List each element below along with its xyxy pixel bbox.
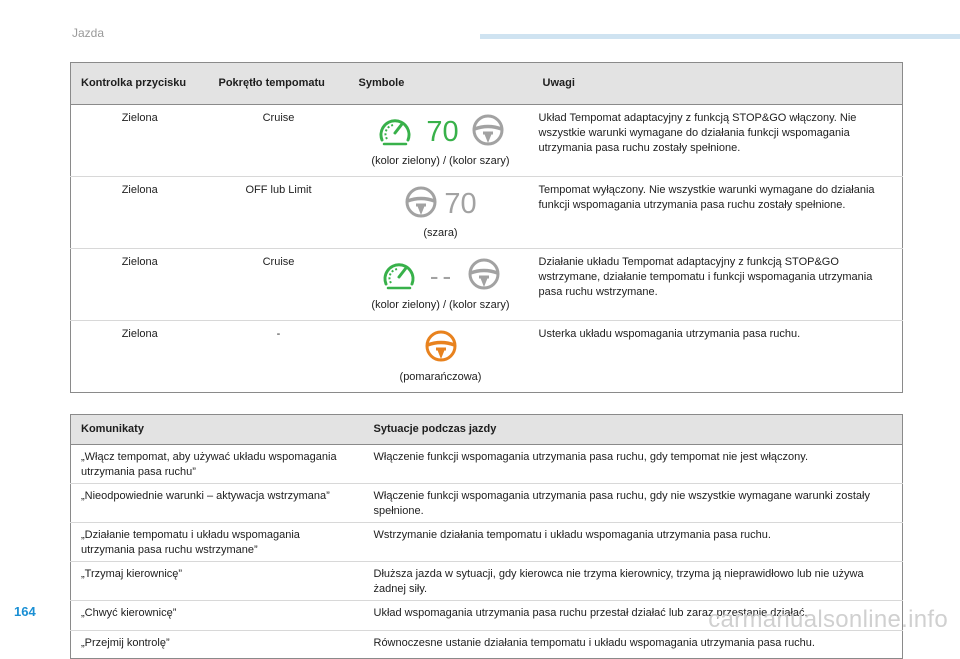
knob-position: Cruise — [209, 249, 349, 321]
table-row — [71, 562, 903, 601]
indicator-color: Zielona — [121, 328, 158, 340]
steering-wheel-icon — [471, 113, 505, 152]
indicator-color: Zielona — [71, 105, 209, 177]
knob-position: - — [276, 328, 281, 340]
column-header: Kontrolka przycisku — [71, 63, 209, 105]
message-text: „Włącz tempomat, aby używać układu wspomagania utrzymania pasa ruchu” — [71, 445, 364, 484]
symbols-cell — [349, 105, 533, 177]
indicator-color: Zielona — [71, 177, 209, 249]
table-row — [71, 249, 903, 321]
section-title: Jazda — [72, 26, 105, 40]
table-row — [71, 484, 903, 523]
knob-position: OFF lub Limit — [209, 177, 349, 249]
symbols-cell — [349, 249, 533, 321]
table-row — [71, 631, 903, 659]
column-header: Sytuacje podczas jazdy — [364, 415, 903, 445]
steering-wheel-icon — [424, 329, 458, 368]
header-accent-bar — [480, 34, 960, 39]
message-text: „Trzymaj kierownicę” — [71, 562, 364, 601]
speedometer-icon — [380, 257, 418, 296]
note: Układ Tempomat adaptacyjny z funkcją STOP&GO włączony. Nie wszystkie warunki wymagane do działania funkcji wspomagania utrzymania pasa ruchu zostały spełnione. — [533, 105, 903, 177]
symbol-caption: (pomarańczowa) — [399, 371, 482, 383]
speedometer-icon — [376, 113, 414, 152]
column-header: Uwagi — [533, 63, 903, 105]
indicator-table — [70, 62, 903, 393]
situation-text: Wstrzymanie działania tempomatu i układu wspomagania utrzymania pasa ruchu. — [364, 523, 903, 562]
symbol-caption: (kolor zielony) / (kolor szary) — [371, 299, 510, 311]
symbols-cell — [349, 177, 533, 249]
symbol-caption: (kolor zielony) / (kolor szary) — [371, 155, 510, 167]
page-number: 164 — [14, 604, 36, 619]
situation-text: Dłuższa jazda w sytuacji, gdy kierowca nie trzyma kierownicy, trzyma ją nieprawidłowo lub nie używa żadnej siły. — [364, 562, 903, 601]
column-header: Pokrętło tempomatu — [209, 63, 349, 105]
symbol-caption: (szara) — [423, 227, 458, 239]
note: Tempomat wyłączony. Nie wszystkie warunki wymagane do działania funkcji wspomagania utrzymania pasa ruchu zostały spełnione. — [533, 177, 903, 249]
speed-value: 70 — [444, 188, 477, 220]
table-row — [71, 105, 903, 177]
watermark: carmanualsonline.info — [708, 606, 948, 633]
situation-text: Włączenie funkcji wspomagania utrzymania pasa ruchu, gdy tempomat nie jest włączony. — [364, 445, 903, 484]
messages-table-header — [71, 415, 903, 445]
situation-text: Włączenie funkcji wspomagania utrzymania pasa ruchu, gdy nie wszystkie wymagane warunki zostały spełnione. — [364, 484, 903, 523]
steering-wheel-icon — [404, 185, 438, 224]
note: Usterka układu wspomagania utrzymania pasa ruchu. — [538, 328, 801, 340]
message-text: „Chwyć kierownicę” — [71, 601, 364, 631]
column-header: Symbole — [349, 63, 533, 105]
table-row — [71, 177, 903, 249]
message-text: „Działanie tempomatu i układu wspomagania utrzymania pasa ruchu wstrzymane” — [71, 523, 364, 562]
message-text: „Przejmij kontrolę” — [81, 637, 170, 649]
knob-position: Cruise — [209, 105, 349, 177]
table-row — [71, 445, 903, 484]
column-header: Komunikaty — [71, 415, 364, 445]
table-row — [71, 321, 903, 393]
note: Działanie układu Tempomat adaptacyjny z funkcją STOP&GO wstrzymane, działanie tempomatu i funkcji wspomagania utrzymania pasa ruchu wstrzymane. — [533, 249, 903, 321]
indicator-color: Zielona — [71, 249, 209, 321]
steering-wheel-icon — [467, 257, 501, 296]
situation-text: Układ wspomagania utrzymania pasa ruchu przestał działać lub zaraz przestanie działać. — [364, 601, 903, 631]
speed-placeholder: -- — [429, 261, 456, 291]
speed-value: 70 — [426, 116, 459, 148]
indicator-table-header — [71, 63, 903, 105]
symbols-cell — [349, 321, 533, 393]
table-row — [71, 523, 903, 562]
message-text: „Nieodpowiednie warunki – aktywacja wstrzymana” — [71, 484, 364, 523]
situation-text: Równoczesne ustanie działania tempomatu i układu wspomagania utrzymania pasa ruchu. — [373, 637, 815, 649]
